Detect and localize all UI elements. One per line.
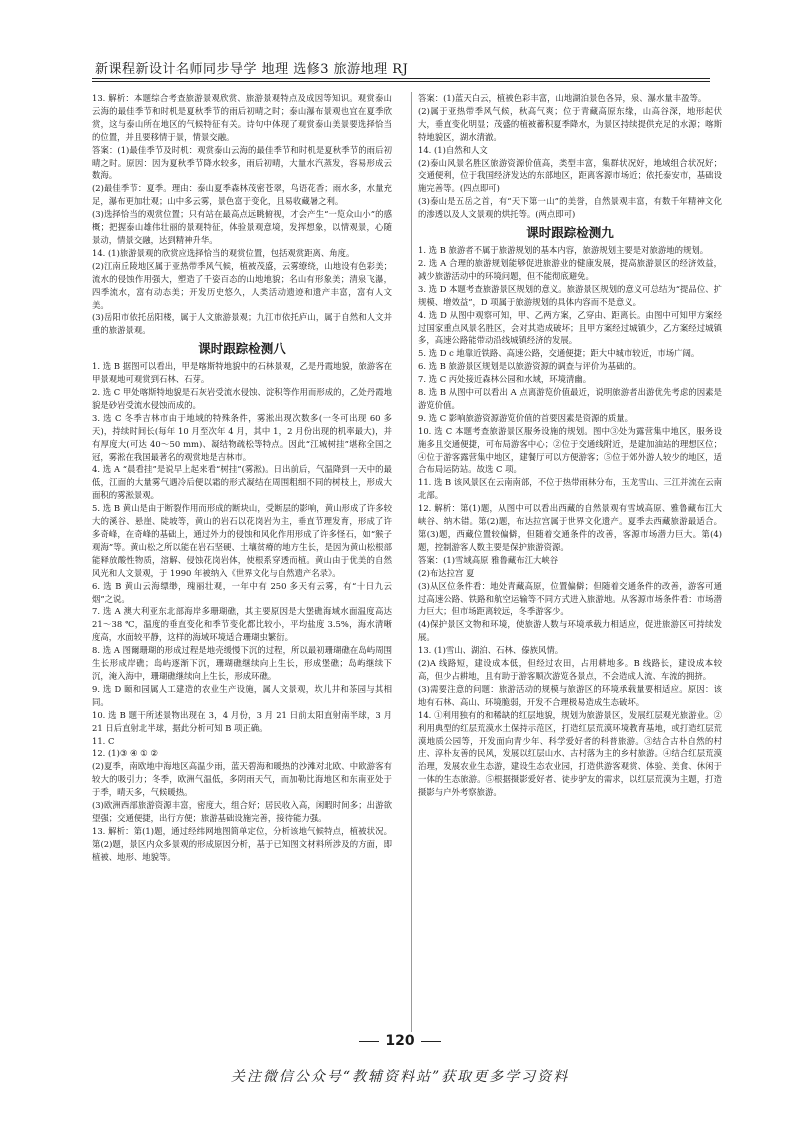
answer-paragraph: 9. 选 C 影响旅游资源游览价值的首要因素是资源的质量。 [418,412,634,423]
answer-paragraph: 答案：(1)雪域高原 雅鲁藏布江大峡谷 [418,554,559,565]
answer-paragraph: (3)从区位条件看：地处青藏高原，位置偏僻；但随着交通条件的改善，游客可通过高速公路、铁路和航空运输等不同方式进入旅游地。从客源市场条件看：市场潜力巨大；但市场距离较远，冬季游客少。 [418,580,722,617]
answer-paragraph: 5. 选 B 黄山是由于断裂作用而形成的断块山，受断层的影响，黄山形成了许多较大的溪谷、悬崖、陡坡等，黄山的岩石以花岗岩为主，垂直节理发育，形成了许多奇峰，在奇峰的基础上，通过外力的侵蚀和风化作用形成了许多怪石，如“猴子观海”等。黄山松之所以能在岩石坚硬、土壤贫瘠的地方生长，是因为黄山松根部能释放酸性物质，溶解、侵蚀花岗岩体，使根系穿透而植。黄山由于优美的自然风光和人文景观，于 1990 年被纳入《世界文化与自然遗产名录》。 [92,503,392,578]
answer-paragraph: 2. 选 C 甲处喀斯特地貌是石灰岩受流水侵蚀、淀积等作用而形成的，乙处丹霞地貌是砂岩受流水侵蚀而成的。 [92,387,392,410]
answer-paragraph: (2)江南丘陵地区属于亚热带季风气候，植被茂盛，云雾缭绕，山地设有色彩美；流水的侵蚀作用强大，塑造了千姿百态的山地地貌；名山有形象美；清泉飞瀑，四季流水，富有动态美；开发历史悠久，人类活动遗迹和遗产丰富，富有人文美。 [92,260,392,310]
answer-paragraph: 14. (1)自然和人文 [418,144,488,155]
answer-paragraph: 答案：(1)蓝天白云，植被色彩丰富，山地湖泊景色各异，泉、瀑水量丰盈等。 [418,93,707,103]
answer-paragraph: 11. 选 B 该风景区在云南南部，不位于热带雨林分布，玉龙雪山、三江并流在云南北部。 [418,477,722,501]
answer-paragraph: 8. 选 B 从图中可以看出 A 点离游览价值最近，说明旅游者出游优先考虑的因素是游览价值。 [418,387,722,410]
answer-paragraph: (3)岳阳市依托岳阳楼，属于人文旅游景观；九江市依托庐山，属于自然和人文并重的旅游景观。 [92,312,392,336]
answer-paragraph: 4. 选 A “晨看挂”是说早上起来看“树挂”(雾淞)。日出前后，气温降到一天中的最低，江面的大量雾气遇冷后便以霜的形式凝结在周围粗细不同的树枝上，形成大面积的雾淞景观。 [92,464,392,501]
section-heading: 课时跟踪检测九 [526,225,614,241]
page-number: 120 [340,1033,460,1049]
answer-paragraph: (3)选择恰当的观赏位置；只有站在最高点远眺俯视，才会产生“一览众山小”的感概；把握泰山雄伟壮丽的景观特征，体验景观意境，发挥想象，以情观景，心随景动，情景交融，达到精神升华。 [92,209,392,245]
answer-paragraph: 10. 选 B 题干所述景物出现在 3，4 月份，3 月 21 日前太阳直射南半球，3 月 21 日后直射北半球，据此分析可知 B 项正确。 [92,709,392,733]
answer-paragraph: (3)需要注意的问题：旅游活动的规模与旅游区的环境承载量要相适应。原因：该地有石林、高山、环境脆弱，开发不合理极易造成生态破坏。 [418,683,722,707]
answer-paragraph: (4)保护景区文物和环境，使旅游人数与环境承载力相适应，促进旅游区可持续发展。 [418,619,722,643]
right-column [418,92,722,799]
answer-paragraph: 5. 选 D c 地靠近铁路、高速公路，交通便捷；距大中城市较近，市场广阔。 [418,348,700,359]
answer-paragraph: 10. 选 C 本题考查旅游景区服务设施的规划。图中③处为露营集中地区，服务设施多且交通便捷，可布局游客中心；②位于交通线附近，是建加油站的理想区位；④位于游客露营集中地区，建餐厅可以方便游客；⑤位于郊外游人较少的地区，适合布局运防站。故选 C 项。 [418,425,722,475]
column-divider [411,92,412,1032]
answer-paragraph: 14. (1)旅游景观的欣赏应选择恰当的观赏位置，包括观赏距离、角度。 [92,247,355,258]
answer-paragraph: 8. 选 A 图爾珊瑚的形成过程是地壳缓慢下沉的过程，所以最初珊瑚礁在岛屿周围生长形成岸礁；岛屿逐渐下沉，珊瑚礁继续向上生长，形成堡礁；岛屿继续下沉，淹入海中，珊瑚礁继续向上生长，形成环礁。 [92,645,392,681]
answer-paragraph: (3)泰山是五岳之首，有“天下第一山”的美誉，自然景观丰富，有数千年精神文化的渗透以及人文景观的烘托等。(两点即可) [418,196,722,220]
section-heading: 课时跟踪检测八 [198,341,286,357]
answer-paragraph: 6. 选 B 旅游景区规划是以旅游资源的调查与评价为基础的。 [418,361,642,372]
answer-paragraph: 12. 解析：第(1)题，从图中可以看出西藏的自然景观有雪域高原、雅鲁藏布江大峡谷、纳木错。第(2)题，布达拉宫属于世界文化遗产。夏季去西藏旅游最适合。第(3)题，西藏位置较偏僻，但随着交通条件的改善，客源市场潜力巨大。第(4)题，控制游客人数主要是保护旅游资源。 [418,503,722,552]
running-header: 新课程新设计名师同步导学 地理 选修3 旅游地理 RJ [95,62,409,77]
answer-paragraph: (2)布达拉宫 夏 [418,567,475,578]
answer-paragraph: 6. 选 B 黄山云海缥缈，瑰丽壮观，一年中有 250 多天有云雾，有“十日九云烟”之说。 [92,580,392,604]
answer-paragraph: 7. 选 A 澳大利亚东北部海岸多珊瑚礁，其主要原因是大堡礁海域水面温度高达 21～38 ℃，温度的垂直变化和季节变化都比较小，平均盐度 3.5%，海水清晰度高，水面较平静，这样的海域环境适合珊瑚虫繁衍。 [92,606,392,643]
answer-paragraph: 2. 选 A 合理的旅游规划能够促进旅游业的健康发展，提高旅游景区的经济效益，减少旅游活动中的环境问题，但不能彻底避免。 [418,257,722,281]
answer-paragraph: 3. 选 C 冬季吉林市由于地域的特殊条件，雾淞出现次数多(一冬可出现 60 多天)，持续时间长(每年 10 月至次年 4 月，其中 1，2 月份出现的机率最大)，并有厚度大(可达 40～50 mm)、凝结物疏松等特点。因此“江城树挂”堪称全国之冠，雾淞在我国最著名的观赏地是吉林市。 [92,412,392,462]
header-rule [92,78,710,79]
answer-paragraph: 14. ①利用独有的和稀缺的红层地貌，规划为旅游景区，发展红层观光旅游业。②利用典型的红层荒漠水土保持示范区，打造红层荒漠环境教育基地，或打造红层荒漠地质公园等，开发面向青少年、科学爱好者的科普旅游。③结合古朴自然的村庄、淳朴友善的民风，发展以红层山水、古村落为主的乡村旅游。④结合红层荒漠治理，发展农业生态游，建设生态农业园，打造供游客观赏、体验、美食、休闲于一体的生态旅游。⑤根据摄影爱好者、徒步驴友的需求，以红层荒漠为主题，打造摄影与户外考察旅游。 [418,709,722,798]
footer-note: 关注微信公众号“教辅资料站”获取更多学习资料 [230,1069,570,1085]
answer-paragraph: (3)欧洲西部旅游资源丰富，密度大，组合好；居民收入高，闲暇时间多；出游欲望强；交通便捷，出行方便；旅游基础设施完善，接待能力强。 [92,800,392,823]
answer-paragraph: (2)泰山风景名胜区旅游资源价值高，类型丰富，集群状况好，地域组合状况好；交通便利，位于我国经济发达的东部地区，距离客源市场近；依托泰安市，基础设施完善等。(四点即可) [418,157,722,194]
answer-paragraph: 7. 选 C 丙处接近森林公园和水域，环境清幽。 [418,374,592,385]
answer-paragraph: 1. 选 B 旅游者不属于旅游规划的基本内容，旅游规划主要是对旅游地的规划。 [418,245,709,256]
answer-paragraph: 1. 选 B 据图可以看出，甲是喀斯特地貌中的石林景观，乙是丹霞地貌，旅游客在甲景观地可观赏到石林、石芽。 [92,361,392,385]
answer-paragraph: 3. 选 D 本题考查旅游景区规划的意义。旅游景区规划的意义可总结为“提品位、扩规模、增效益”，D 项属于旅游规划的具体内容而不是意义。 [418,283,722,307]
answer-paragraph: 9. 选 D 颐和园属人工建造的农业生产设施，属人文景观，坎儿井和茶园与其相同。 [92,683,392,707]
left-column [92,92,392,864]
answer-paragraph: 答案：(1)最佳季节及时机：观赏泰山云海的最佳季节和时机是夏秋季节的雨后初晴之时。原因：因为夏秋季节降水较多，雨后初晴，大量水汽蒸发，容易形成云数海。 [92,144,392,181]
answer-paragraph: (2)属于亚热带季风气候，秋高气爽；位于青藏高原东缘，山高谷深，地形起伏大，垂直变化明显；茂盛的植被蓄积夏季降水，为景区持续提供充足的水源；喀斯特地貌区，湖水清澈。 [418,105,722,142]
answer-paragraph: (2)A 线路短，建设成本低，但经过农田，占用耕地多。B 线路长，建设成本较高，但少占耕地，且有助于游客顺次游览各景点，不会造成人流、车流的拥挤。 [418,658,722,681]
answer-paragraph: 13. 解析：本题综合考查旅游景观欣赏、旅游景观特点及成因等知识。观赏泰山云海的最佳季节和时机是夏秋季节的雨后初晴之时；泰山瀑布景观也宜在夏季欣赏，这与泰山所在地区的气候特征有关。诗句中体现了观赏泰山美景要选择恰当的位置，并且要移情于景，情景交融。 [92,93,392,142]
header-rule-thin [92,81,710,82]
answer-paragraph: 4. 选 D 从图中观察可知，甲、乙两方案，乙穿由、距离长。由图中可知甲方案经过国家重点风景名胜区，会对其造成破坏；且甲方案经过城镇少，乙方案经过城镇多，高速公路能带动沿线城镇经济的发展。 [418,309,722,346]
answer-paragraph: 11. C [92,735,115,746]
answer-paragraph: (2)夏季，南欧地中海地区高温少雨，蓝天碧海和暖热的沙滩对北欧、中欧游客有较大的吸引力；冬季，欧洲气温低，多阴雨天气，而加勒比海地区和东南亚处于于季，晴天多，气候暖热。 [92,761,392,798]
answer-paragraph: (2)最佳季节：夏季。理由：泰山夏季森林茂密苍翠，鸟语花香；雨水多，水量充足，瀑布更加壮观；山中多云雾，景色富于变化，且易收藏暑之利。 [92,183,392,207]
answer-paragraph: 13. (1)雪山、湖泊、石林、傣族风情。 [418,645,564,656]
answer-paragraph: 13. 解析：第(1)题，通过经纬网地图简单定位，分析该地气候特点，植被状况。第(2)题，景区内众多景观的形成原因分析，基于已知图文材料所涉及的方面，即植被、地形、地貌等。 [92,825,392,862]
answer-paragraph: 12. (1)③ ④ ① ② [92,748,158,759]
